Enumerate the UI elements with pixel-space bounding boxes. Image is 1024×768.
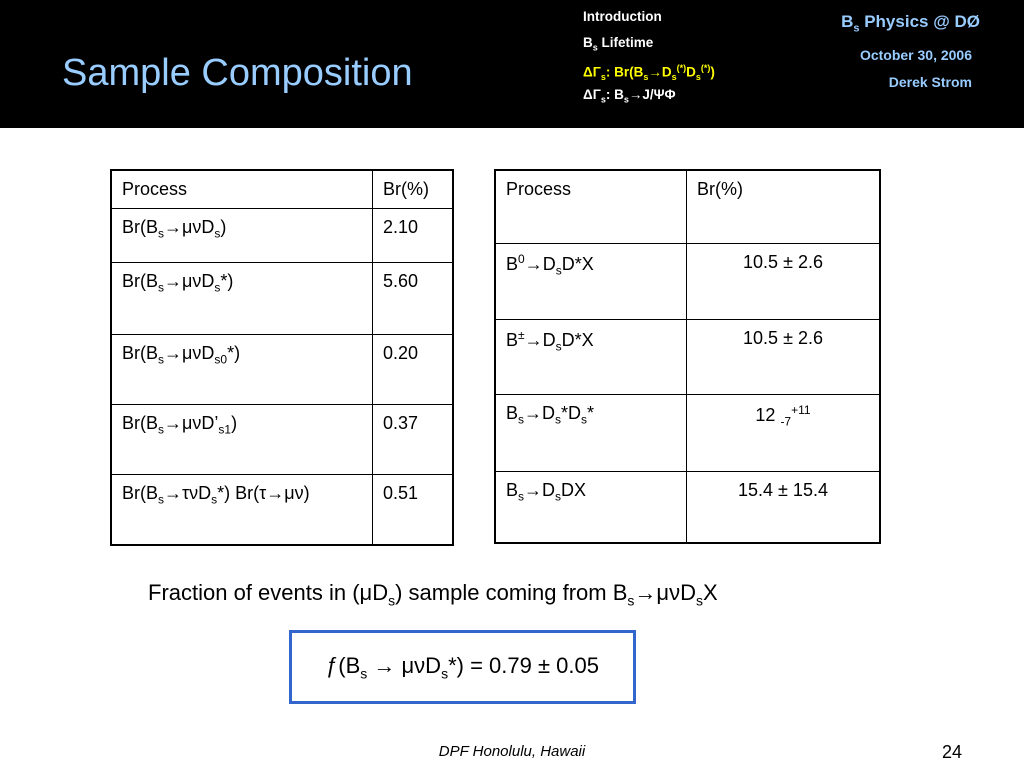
header-cell-process: Process: [495, 170, 687, 243]
nav-item-dgamma-br[interactable]: $\Delta\Gamma_s$: $Br(B_s\to D_s^{(*)}D_s^{(*)})$: [583, 63, 715, 83]
page-number: 24: [942, 742, 963, 762]
table-row: [111, 404, 453, 474]
br-cell: 10.5 ± 2.6: [687, 319, 881, 394]
process-cell: $Br(B_s\to\mu\nu D_s)$: [111, 208, 373, 262]
br-cell: 12 $_{-7}^{+11}$: [687, 394, 881, 471]
br-cell: 15.4 ± 15.4: [687, 471, 881, 543]
table-row: [111, 474, 453, 545]
process-cell: $Br(B_s\to\tau\nu D_s*)$ Br(τ→μν): [111, 474, 373, 545]
process-cell: $Br(B_s\to\mu\nu D_s*)$: [111, 262, 373, 334]
header-cell-process: Process: [111, 170, 373, 208]
slide-title: Sample Composition: [62, 52, 413, 94]
table-row: [495, 319, 880, 394]
nav-item-dgamma-jpsiphi[interactable]: $\Delta\Gamma_s$: $B_s\to J/\Psi\Phi$: [583, 87, 676, 105]
footer-venue: DPF Honolulu, Hawaii: [438, 743, 586, 760]
br-cell: 0.37: [373, 404, 454, 474]
process-cell: $B^0\to D_sD*X$: [495, 243, 687, 319]
header-cell-br: Br(%): [687, 170, 881, 243]
br-cell: 2.10: [373, 208, 454, 262]
process-cell: $B_s\to D_s*D_s*$: [495, 394, 687, 471]
nav-item-bs-lifetime[interactable]: $B_s$ Lifetime: [583, 35, 654, 53]
result-formula: $ƒ(B_s \to \mu\nu D_s*) = 0.79 \pm 0.05$: [326, 652, 599, 682]
process-cell: $Br(B_s\to\mu\nu D’_{s1})$: [111, 404, 373, 474]
table-row: [495, 471, 880, 543]
presentation-title: $B_s$ Physics @ DØ: [841, 12, 980, 35]
process-cell: $Br(B_s\to\mu\nu D_{s0}*)$: [111, 334, 373, 404]
result-box: [289, 630, 636, 704]
header-bar: [0, 0, 1024, 128]
table-row: [495, 394, 880, 471]
section-nav: [583, 8, 715, 112]
presentation-author: Derek Strom: [888, 74, 972, 90]
table-header-row: [495, 170, 880, 243]
process-cell: $B^\pm\to D_sD*X$: [495, 319, 687, 394]
br-cell: 0.51: [373, 474, 454, 545]
br-cell: 5.60: [373, 262, 454, 334]
table-row: [111, 208, 453, 262]
presentation-info: [841, 9, 980, 92]
table-row: [495, 243, 880, 319]
nav-item-introduction[interactable]: Introduction: [583, 9, 662, 24]
br-cell: 10.5 ± 2.6: [687, 243, 881, 319]
table-header-row: [111, 170, 453, 208]
b-to-ds-background-table: [494, 169, 881, 544]
table-row: [111, 334, 453, 404]
presentation-date: October 30, 2006: [859, 47, 972, 63]
header-cell-br: Br(%): [373, 170, 454, 208]
br-cell: 0.20: [373, 334, 454, 404]
fraction-description: Fraction of events in $(\mu D_s)$ sample coming from $B_s\to\mu\nu D_sX$: [148, 580, 718, 609]
table-row: [111, 262, 453, 334]
process-cell: $B_s\to D_sDX$: [495, 471, 687, 543]
bs-decay-table: [110, 169, 454, 546]
